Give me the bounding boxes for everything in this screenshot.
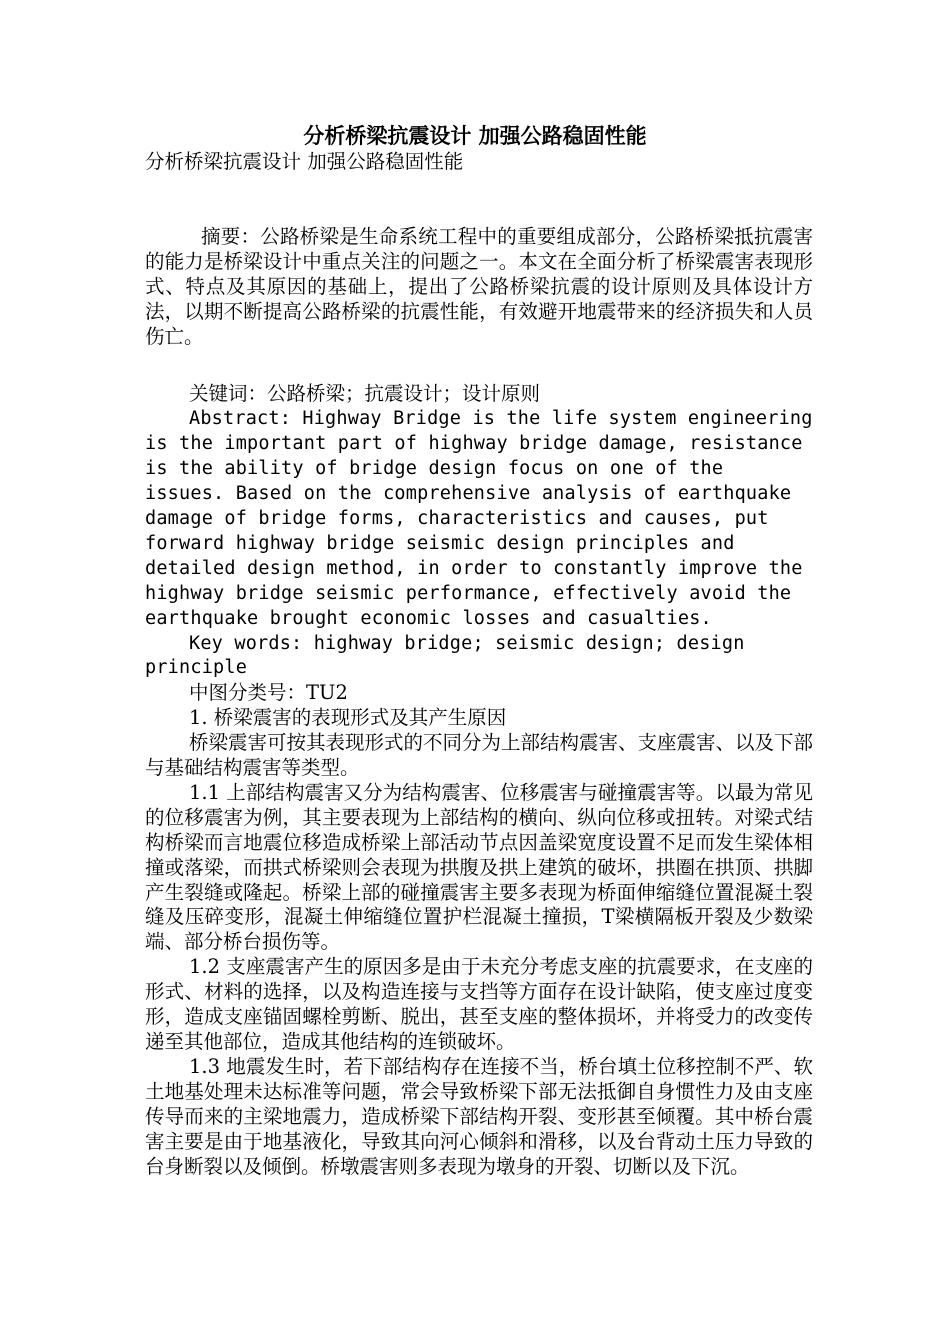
- document-subtitle: 分析桥梁抗震设计 加强公路稳固性能: [145, 150, 464, 173]
- section-1-3-paragraph: 1.3 地震发生时，若下部结构存在连接不当，桥台填土位移控制不严、软土地基处理未达标准等问题，常会导致桥梁下部无法抵御自身惯性力及由支座传导而来的主梁地震力，造成桥梁下部结构开裂、变形甚至倾覆。其中桥台震害主要是由于地基液化，导致其向河心倾斜和滑移，以及台背动土压力导致的台身断裂以及倾倒。桥墩震害则多表现为墩身的开裂、切断以及下沉。: [145, 1054, 813, 1178]
- keywords-english: Key words: highway bridge; seismic design; design principle: [145, 632, 745, 679]
- classification-number: 中图分类号：TU2: [189, 681, 348, 705]
- section-1-intro: 桥梁震害可按其表现形式的不同分为上部结构震害、支座震害、以及下部与基础结构震害等类型。: [145, 731, 814, 780]
- section-1-heading: 1. 桥梁震害的表现形式及其产生原因: [189, 706, 507, 730]
- abstract-english: Abstract: Highway Bridge is the life system engineering is the important part of highway bridge damage, resistance is the ability of bridge design focus on one of the issues. Based on the comprehensive analysis of earthquake damage of bridge forms, characteristics and causes, put forward highway bridge seismic design principles and detailed design method, in order to constantly improve the highway bridge seismic performance, effectively avoid the earthquake brought economic losses and casualties.: [145, 408, 813, 629]
- section-1-1-paragraph: 1.1 上部结构震害又分为结构震害、位移震害与碰撞震害等。以最为常见的位移震害为例，其主要表现为上部结构的横向、纵向位移或扭转。对梁式结构桥梁而言地震位移造成桥梁上部活动节点因盖梁宽度设置不足而发生梁体相撞或落梁，而拱式桥梁则会表现为拱腹及拱上建筑的破坏，拱圈在拱顶、拱脚产生裂缝或隆起。桥梁上部的碰撞震害主要多表现为桥面伸缩缝位置混凝土裂缝及压碎变形，混凝土伸缩缝位置护栏混凝土撞损，T梁横隔板开裂及少数梁端、部分桥台损伤等。: [145, 780, 813, 954]
- spacer: [145, 349, 813, 382]
- document-title: 分析桥梁抗震设计 加强公路稳固性能: [303, 124, 647, 148]
- document-body: [145, 150, 813, 1179]
- section-1-2-paragraph: 1.2 支座震害产生的原因多是由于未充分考虑支座的抗震要求，在支座的形式、材料的选择，以及构造连接与支挡等方面存在设计缺陷，使支座过度变形，造成支座锚固螺栓剪断、脱出，甚至支座的整体损坏，并将受力的改变传递至其他部位，造成其他结构的连锁破坏。: [145, 955, 813, 1053]
- spacer: [145, 175, 813, 225]
- keywords-chinese: 关键词：公路桥梁；抗震设计；设计原则: [189, 382, 541, 406]
- abstract-chinese: 摘要：公路桥梁是生命系统工程中的重要组成部分，公路桥梁抵抗震害的能力是桥梁设计中重点关注的问题之一。本文在全面分析了桥梁震害表现形式、特点及其原因的基础上，提出了公路桥梁抗震的设计原则及具体设计方法，以期不断提高公路桥梁的抗震性能，有效避开地震带来的经济损失和人员伤亡。: [145, 224, 813, 348]
